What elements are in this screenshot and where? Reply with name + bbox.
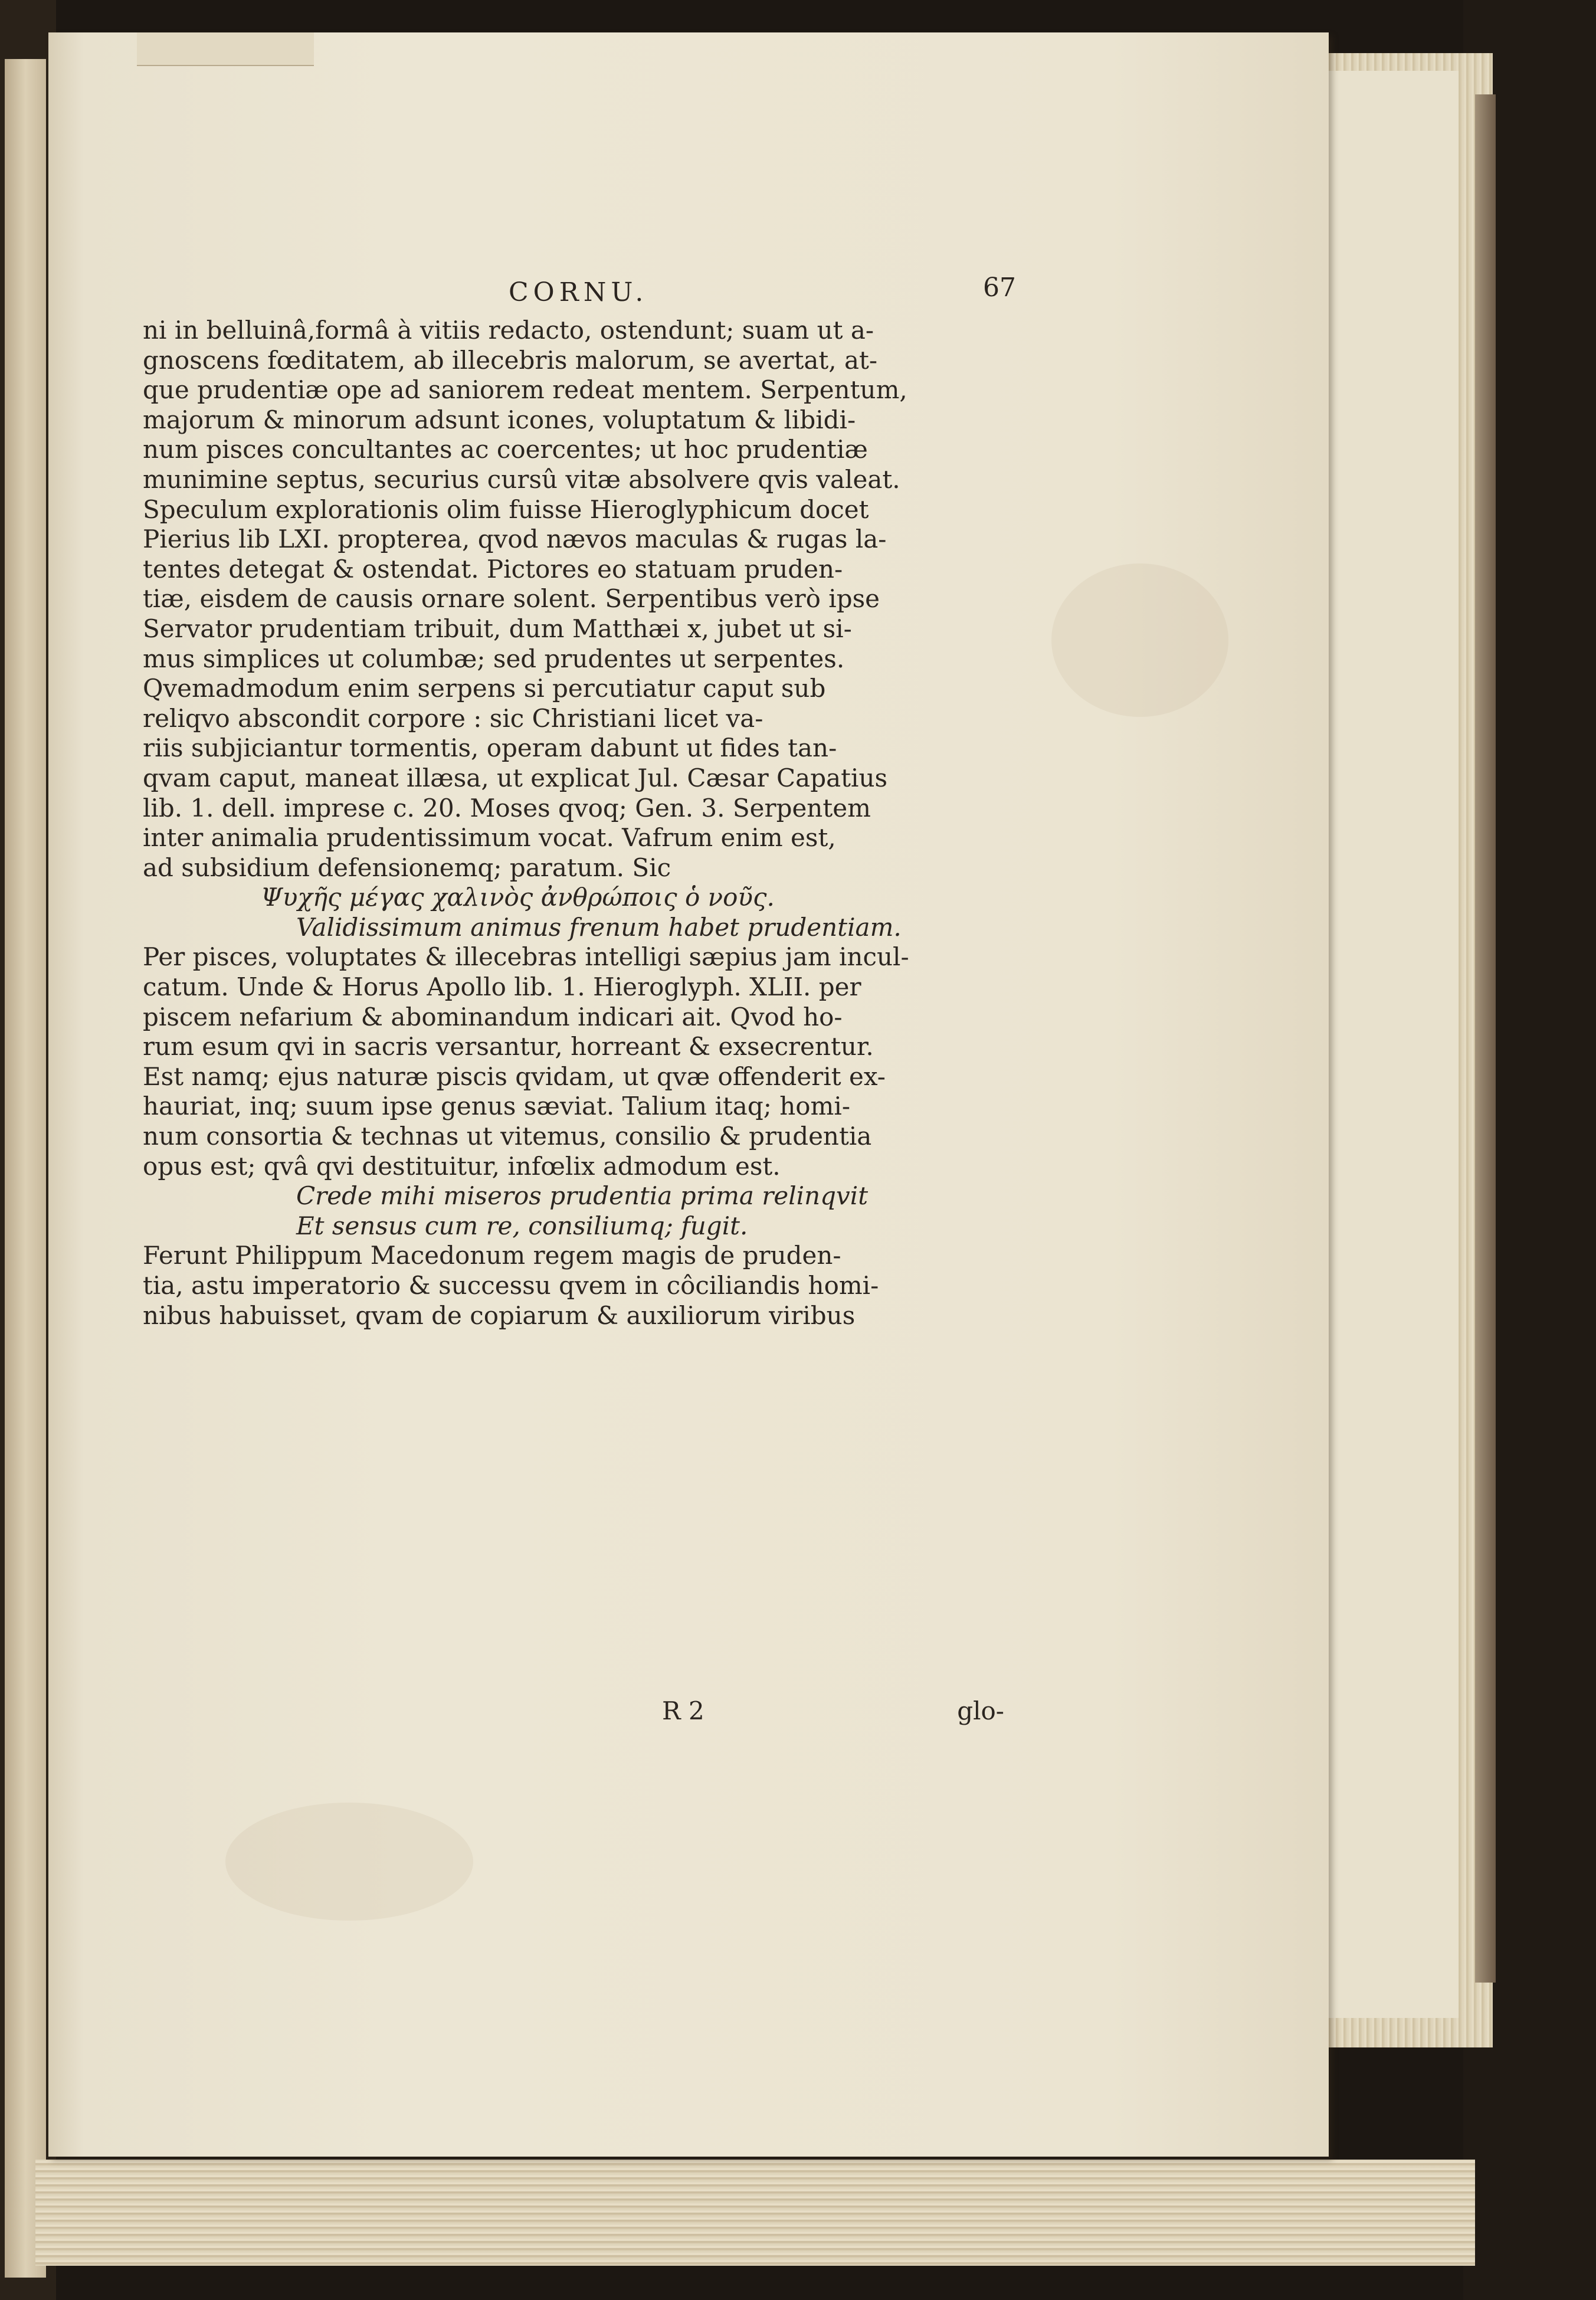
text-line: Est namq; ejus naturæ piscis qvidam, ut qvæ offenderit ex- xyxy=(143,1061,886,1091)
text-line: reliqvo abscondit corpore : sic Christiani licet va- xyxy=(143,703,763,733)
text-line: mus simplices ut columbæ; sed prudentes ut serpentes. xyxy=(143,644,845,673)
following-leaf xyxy=(1322,71,1459,2018)
paper-stain xyxy=(225,1803,473,1921)
text-line: Crede mihi miseros prudentia prima relinqvit xyxy=(296,1181,869,1211)
text-line: Speculum explorationis olim fuisse Hieroglyphicum docet xyxy=(143,494,869,524)
text-line: qvam caput, maneat illæsa, ut explicat Jul. Cæsar Capatius xyxy=(143,763,888,792)
text-line: Et sensus cum re, consiliumq; fugit. xyxy=(296,1211,748,1240)
text-line: Per pisces, voluptates & illecebras intelligi sæpius jam incul- xyxy=(143,942,909,972)
text-line: que prudentiæ ope ad saniorem redeat mentem. Serpentum, xyxy=(143,375,907,405)
signature-mark: R 2 xyxy=(662,1696,704,1725)
page-number: 67 xyxy=(983,273,1016,303)
text-line: majorum & minorum adsunt icones, voluptatum & libidi- xyxy=(143,405,856,434)
text-line: Servator prudentiam tribuit, dum Matthæi x, jubet ut si- xyxy=(143,614,852,643)
page-header xyxy=(143,273,1016,313)
text-line: tentes detegat & ostendat. Pictores eo statuam pruden- xyxy=(143,554,843,584)
text-line: nibus habuisset, qvam de copiarum & auxiliorum viribus xyxy=(143,1300,856,1330)
running-title: CORNU. xyxy=(509,277,648,307)
paper-stain xyxy=(1051,563,1228,717)
text-line: munimine septus, securius cursû vitæ absolvere qvis valeat. xyxy=(143,464,900,494)
text-line: ad subsidium defensionemq; paratum. Sic xyxy=(143,853,671,882)
text-line: num consortia & technas ut vitemus, consilio & prudentia xyxy=(143,1122,872,1151)
bottom-page-edges xyxy=(35,2160,1475,2266)
text-line: Qvemadmodum enim serpens si percutiatur caput sub xyxy=(143,674,826,703)
text-line: tia, astu imperatorio & successu qvem in côciliandis homi- xyxy=(143,1271,879,1300)
left-page-edge xyxy=(5,59,46,2278)
text-line: Pierius lib LXI. propterea, qvod nævos maculas & rugas la- xyxy=(143,525,887,554)
text-line: num pisces concultantes ac coercentes; ut hoc prudentiæ xyxy=(143,435,868,464)
text-line: lib. 1. dell. imprese c. 20. Moses qvoq; Gen. 3. Serpentem xyxy=(143,793,871,823)
text-line: hauriat, inq; suum ipse genus sæviat. Talium itaq; homi- xyxy=(143,1092,851,1121)
page-stack-shadow xyxy=(1475,94,1496,1983)
text-line: Validissimum animus frenum habet prudentiam. xyxy=(296,912,902,942)
book-page xyxy=(48,32,1329,2157)
page-footer xyxy=(143,1696,1016,1732)
text-line: riis subjiciantur tormentis, operam dabunt ut fides tan- xyxy=(143,733,837,763)
text-line: piscem nefarium & abominandum indicari ait. Qvod ho- xyxy=(143,1002,843,1031)
text-line: catum. Unde & Horus Apollo lib. 1. Hieroglyph. XLII. per xyxy=(143,972,861,1002)
text-line: Ψυχῆς μέγας χαλινὸς ἀνθρώποις ὁ νοῦς. xyxy=(261,883,775,912)
text-line: ni in belluinâ,formâ à vitiis redacto, ostendunt; suam ut a- xyxy=(143,316,874,345)
body-text xyxy=(143,316,1016,1331)
text-line: inter animalia prudentissimum vocat. Vafrum enim est, xyxy=(143,823,836,853)
text-line: gnoscens fœditatem, ab illecebris malorum, se avertat, at- xyxy=(143,345,878,375)
catchword: glo- xyxy=(957,1696,1004,1725)
text-line: Ferunt Philippum Macedonum regem magis de pruden- xyxy=(143,1241,841,1270)
paper-tab xyxy=(137,32,314,66)
text-line: opus est; qvâ qvi destituitur, infœlix admodum est. xyxy=(143,1151,781,1181)
text-line: tiæ, eisdem de causis ornare solent. Serpentibus verò ipse xyxy=(143,584,880,614)
text-line: rum esum qvi in sacris versantur, horreant & exsecrentur. xyxy=(143,1032,874,1061)
